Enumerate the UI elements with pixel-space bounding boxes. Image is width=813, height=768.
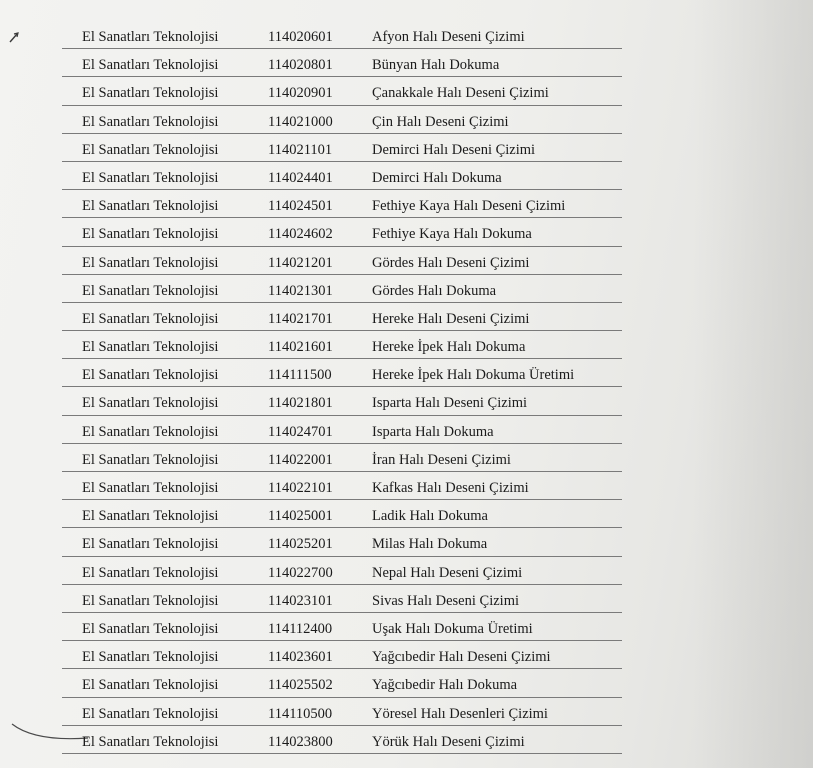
department-cell: El Sanatları Teknolojisi (82, 480, 219, 496)
module-code-cell: 114112400 (268, 620, 333, 637)
department-cell: El Sanatları Teknolojisi (82, 367, 219, 384)
department-cell: El Sanatları Teknolojisi (82, 29, 219, 45)
module-name-cell: Fethiye Kaya Halı Dokuma (372, 226, 532, 243)
module-name-cell: Hereke Halı Deseni Çizimi (372, 310, 530, 327)
module-code-cell: 114025201 (268, 536, 333, 553)
module-code-cell: 114021000 (268, 113, 333, 130)
department-cell: El Sanatları Teknolojisi (82, 141, 219, 158)
module-code-cell: 114023800 (268, 733, 333, 750)
table-row (62, 472, 622, 500)
module-code-cell: 114025001 (268, 508, 333, 525)
table-row (62, 613, 622, 641)
module-name-cell: Ladik Halı Dokuma (372, 508, 488, 525)
module-code-cell: 114024701 (268, 423, 333, 440)
table-row (62, 49, 622, 77)
department-cell: El Sanatları Teknolojisi (82, 113, 219, 130)
department-cell: El Sanatları Teknolojisi (82, 282, 219, 299)
department-cell: El Sanatları Teknolojisi (82, 705, 219, 722)
module-code-cell: 114023101 (268, 592, 333, 609)
module-code-cell: 114022001 (268, 451, 333, 468)
module-name-cell: Hereke İpek Halı Dokuma (372, 339, 526, 356)
module-code-cell: 114110500 (268, 705, 333, 722)
module-code-cell: 114021301 (268, 282, 333, 299)
module-code-cell: 114021801 (268, 395, 333, 412)
department-cell: El Sanatları Teknolojisi (82, 423, 219, 440)
module-name-cell: Gördes Halı Deseni Çizimi (372, 254, 530, 271)
department-cell: El Sanatları Teknolojisi (82, 395, 219, 412)
department-cell: El Sanatları Teknolojisi (82, 649, 219, 666)
table-row (62, 416, 622, 444)
table-row (62, 218, 622, 246)
module-name-cell: Bünyan Halı Dokuma (372, 57, 500, 74)
module-code-cell: 114111500 (268, 367, 332, 384)
table-row (62, 359, 622, 387)
module-code-cell: 114021601 (268, 339, 333, 356)
department-cell: El Sanatları Teknolojisi (82, 169, 219, 186)
pen-mark-top (8, 30, 22, 44)
module-table (62, 21, 622, 754)
module-name-cell: Isparta Halı Deseni Çizimi (372, 395, 528, 412)
module-name-cell: Gördes Halı Dokuma (372, 282, 497, 299)
module-code-cell: 114021701 (268, 310, 333, 327)
module-name-cell: Nepal Halı Deseni Çizimi (372, 564, 523, 581)
table-row (62, 585, 622, 613)
department-cell: El Sanatları Teknolojisi (82, 310, 219, 327)
table-row (62, 275, 622, 303)
department-cell: El Sanatları Teknolojisi (82, 57, 219, 74)
table-row (62, 726, 622, 754)
module-name-cell: Uşak Halı Dokuma Üretimi (372, 620, 533, 637)
table-row (62, 331, 622, 359)
module-name-cell: İran Halı Deseni Çizimi (372, 451, 511, 468)
department-cell: El Sanatları Teknolojisi (82, 226, 219, 243)
table-row (62, 21, 622, 49)
module-name-cell: Yağcıbedir Halı Dokuma (372, 677, 518, 694)
department-cell: El Sanatları Teknolojisi (82, 733, 219, 750)
module-name-cell: Milas Halı Dokuma (372, 536, 488, 553)
module-code-cell: 114020801 (268, 57, 333, 74)
module-code-cell: 114024401 (268, 169, 333, 186)
module-code-cell: 114024501 (268, 198, 333, 215)
department-cell: El Sanatları Teknolojisi (82, 85, 219, 102)
table-row (62, 190, 622, 218)
table-row (62, 247, 622, 275)
department-cell: El Sanatları Teknolojisi (82, 254, 219, 271)
module-name-cell: Çanakkale Halı Deseni Çizimi (372, 85, 549, 102)
table-row (62, 134, 622, 162)
module-name-cell: Demirci Halı Deseni Çizimi (372, 141, 536, 158)
table-row (62, 500, 622, 528)
module-code-cell: 114025502 (268, 677, 333, 694)
department-cell: El Sanatları Teknolojisi (82, 508, 219, 525)
module-code-cell: 114022700 (268, 564, 333, 581)
module-name-cell: Yörük Halı Deseni Çizimi (372, 733, 525, 750)
department-cell: El Sanatları Teknolojisi (82, 564, 219, 581)
table-row (62, 698, 622, 726)
module-code-cell: 114022101 (268, 480, 333, 496)
department-cell: El Sanatları Teknolojisi (82, 592, 219, 609)
module-name-cell: Yağcıbedir Halı Deseni Çizimi (372, 649, 551, 666)
table-row (62, 387, 622, 415)
module-code-cell: 114020601 (268, 29, 333, 45)
module-code-cell: 114020901 (268, 85, 333, 102)
module-name-cell: Yöresel Halı Desenleri Çizimi (372, 705, 548, 722)
table-row (62, 669, 622, 697)
table-row (62, 162, 622, 190)
module-code-cell: 114021201 (268, 254, 333, 271)
module-name-cell: Demirci Halı Dokuma (372, 169, 502, 186)
page-shadow (693, 0, 813, 768)
table-row (62, 444, 622, 472)
module-code-cell: 114021101 (268, 141, 333, 158)
module-name-cell: Hereke İpek Halı Dokuma Üretimi (372, 367, 575, 384)
module-code-cell: 114024602 (268, 226, 333, 243)
department-cell: El Sanatları Teknolojisi (82, 536, 219, 553)
table-row (62, 528, 622, 556)
module-code-cell: 114023601 (268, 649, 333, 666)
table-row (62, 77, 622, 105)
module-name-cell: Isparta Halı Dokuma (372, 423, 494, 440)
table-row (62, 641, 622, 669)
department-cell: El Sanatları Teknolojisi (82, 451, 219, 468)
module-name-cell: Çin Halı Deseni Çizimi (372, 113, 509, 130)
module-name-cell: Sivas Halı Deseni Çizimi (372, 592, 519, 609)
module-name-cell: Kafkas Halı Deseni Çizimi (372, 480, 529, 496)
table-row (62, 106, 622, 134)
department-cell: El Sanatları Teknolojisi (82, 677, 219, 694)
module-name-cell: Afyon Halı Deseni Çizimi (372, 29, 525, 45)
department-cell: El Sanatları Teknolojisi (82, 620, 219, 637)
module-name-cell: Fethiye Kaya Halı Deseni Çizimi (372, 198, 566, 215)
table-row (62, 303, 622, 331)
department-cell: El Sanatları Teknolojisi (82, 198, 219, 215)
department-cell: El Sanatları Teknolojisi (82, 339, 219, 356)
table-row (62, 557, 622, 585)
